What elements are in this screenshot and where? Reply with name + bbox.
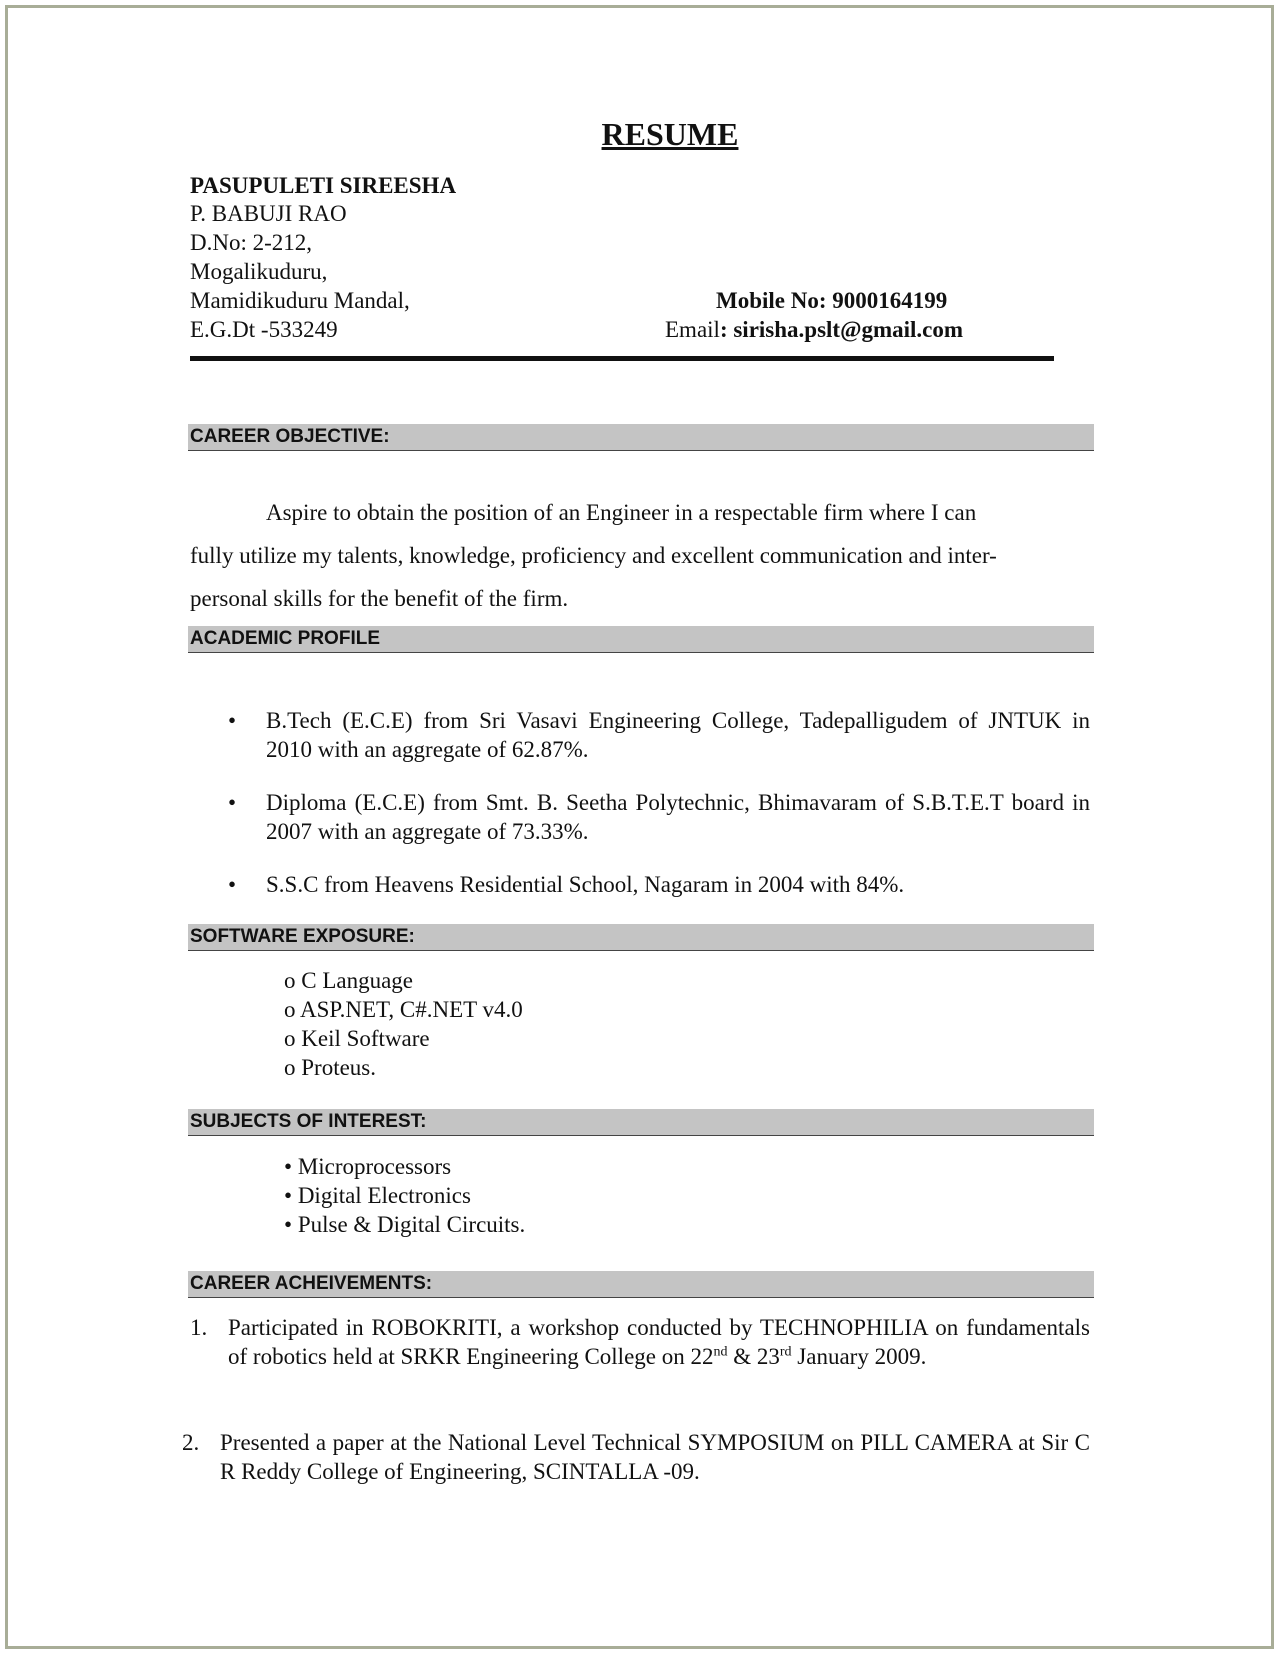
objective-line-1: Aspire to obtain the position of an Engineer in a respectable firm where I can [266, 500, 977, 525]
email-address[interactable]: : sirisha.pslt@gmail.com [719, 317, 964, 342]
achievement-number-2: 2. [182, 1430, 200, 1455]
address-line-4: Mamidikuduru Mandal, [190, 288, 410, 313]
address-line-1: P. BABUJI RAO [190, 201, 347, 226]
academic-list [222, 706, 1090, 899]
email-label: Email [665, 317, 720, 342]
bullet-icon: • [284, 1183, 293, 1208]
circle-bullet-icon: o [284, 968, 296, 993]
objective-line-3: personal skills for the benefit of the firm. [190, 586, 569, 611]
list-item: • Microprocessors [284, 1154, 452, 1179]
achievement-item-2 [182, 1428, 1090, 1486]
subjects-list [284, 1152, 525, 1239]
list-item: • Digital Electronics [284, 1183, 471, 1208]
section-heading-career-objective: CAREER OBJECTIVE: [188, 424, 1094, 451]
objective-line-2: fully utilize my talents, knowledge, proficiency and excellent communication and inter- [190, 543, 997, 568]
email-line [665, 317, 963, 343]
bullet-icon: • [284, 1154, 293, 1179]
academic-item-btech: • B.Tech (E.C.E) from Sri Vasavi Engineering College, Tadepalligudem of JNTUK in 2010 with an aggregate of 62.87%. [222, 706, 1090, 764]
academic-item-diploma: • Diploma (E.C.E) from Smt. B. Seetha Polytechnic, Bhimavaram of S.B.T.E.T board in 2007 with an aggregate of 73.33%. [222, 788, 1090, 846]
list-item: • Pulse & Digital Circuits. [284, 1212, 526, 1237]
list-item: o Proteus. [284, 1055, 376, 1080]
address-line-3: Mogalikuduru, [190, 259, 328, 284]
achievement-text-2: Presented a paper at the National Level Technical SYMPOSIUM on PILL CAMERA at Sir C R Reddy College of Engineering, SCINTALLA -09. [220, 1430, 1090, 1484]
resume-title: RESUME [601, 116, 739, 152]
address-line-2: D.No: 2-212, [190, 230, 313, 255]
software-list [284, 966, 523, 1082]
address-line-5: E.G.Dt -533249 [190, 317, 338, 342]
section-heading-subjects-of-interest: SUBJECTS OF INTEREST: [188, 1109, 1094, 1136]
achievement-number-1: 1. [190, 1315, 208, 1340]
applicant-name: PASUPULETI SIREESHA [190, 173, 457, 198]
achievement-text-1: Participated in ROBOKRITI, a workshop conducted by TECHNOPHILIA on fundamentals of robotics held at SRKR Engineering College on 22nd & 23rd January 2009. [228, 1315, 1090, 1369]
mobile-number: Mobile No: 9000164199 [716, 288, 948, 313]
circle-bullet-icon: o [284, 997, 296, 1022]
career-objective-paragraph [190, 491, 1070, 620]
academic-item-ssc: • S.S.C from Heavens Residential School, Nagaram in 2004 with 84%. [222, 870, 1090, 899]
list-item: o Keil Software [284, 1026, 430, 1051]
header-divider [190, 356, 1054, 361]
circle-bullet-icon: o [284, 1055, 296, 1080]
list-item: o ASP.NET, C#.NET v4.0 [284, 997, 523, 1022]
section-heading-software-exposure: SOFTWARE EXPOSURE: [188, 924, 1094, 951]
section-heading-career-achievements: CAREER ACHEIVEMENTS: [188, 1271, 1094, 1298]
list-item: o C Language [284, 968, 414, 993]
section-heading-academic-profile: ACADEMIC PROFILE [188, 626, 1094, 653]
circle-bullet-icon: o [284, 1026, 296, 1051]
bullet-icon: • [284, 1212, 293, 1237]
achievement-item-1 [190, 1313, 1090, 1371]
